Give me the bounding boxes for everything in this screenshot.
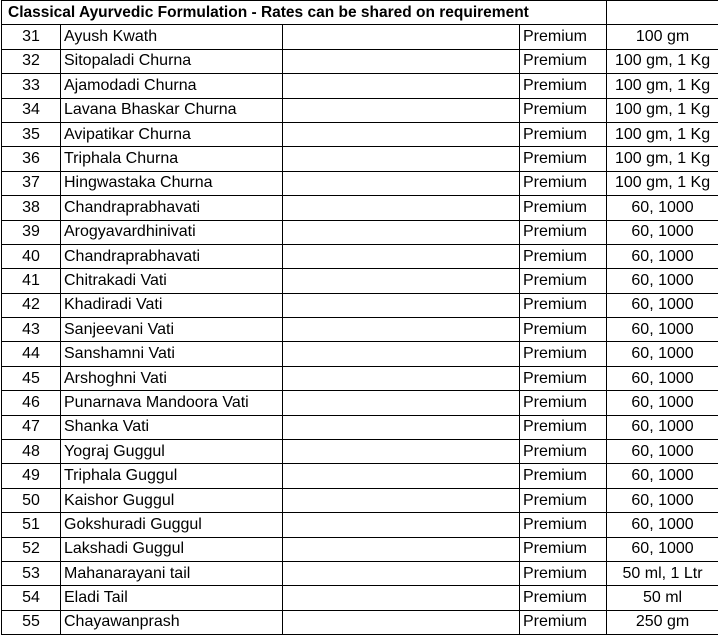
empty-cell[interactable] <box>283 366 520 390</box>
row-number-cell[interactable]: 33 <box>2 74 61 98</box>
table-row <box>2 366 718 390</box>
pack-size-cell[interactable]: 60, 1000 <box>607 293 718 317</box>
product-name-cell[interactable]: Chandraprabhavati <box>61 244 283 268</box>
row-number-cell[interactable]: 42 <box>2 293 61 317</box>
title-row-empty-cell[interactable] <box>607 1 718 25</box>
pack-size-cell[interactable]: 100 gm, 1 Kg <box>607 171 718 195</box>
product-name-cell[interactable]: Triphala Churna <box>61 147 283 171</box>
grade-cell[interactable]: Premium <box>520 318 607 342</box>
empty-cell[interactable] <box>283 488 520 512</box>
product-name-cell[interactable]: Shanka Vati <box>61 415 283 439</box>
row-number-cell[interactable]: 55 <box>2 610 61 634</box>
empty-cell[interactable] <box>283 513 520 537</box>
grade-cell[interactable]: Premium <box>520 98 607 122</box>
grade-cell[interactable]: Premium <box>520 244 607 268</box>
pack-size-cell[interactable]: 60, 1000 <box>607 269 718 293</box>
pack-size-cell[interactable]: 60, 1000 <box>607 244 718 268</box>
product-name-cell[interactable]: Punarnava Mandoora Vati <box>61 391 283 415</box>
table-row <box>2 49 718 73</box>
empty-cell[interactable] <box>283 561 520 585</box>
sheet-title[interactable]: Classical Ayurvedic Formulation - Rates can be shared on requirement <box>2 1 607 25</box>
pack-size-cell[interactable]: 100 gm, 1 Kg <box>607 74 718 98</box>
grade-cell[interactable]: Premium <box>520 122 607 146</box>
empty-cell[interactable] <box>283 244 520 268</box>
row-number-cell[interactable]: 46 <box>2 391 61 415</box>
grade-cell[interactable]: Premium <box>520 25 607 49</box>
row-number-cell[interactable]: 44 <box>2 342 61 366</box>
row-number-cell[interactable]: 39 <box>2 220 61 244</box>
row-number-cell[interactable]: 47 <box>2 415 61 439</box>
empty-cell[interactable] <box>283 610 520 634</box>
grade-cell[interactable]: Premium <box>520 293 607 317</box>
table-row <box>2 610 718 634</box>
pack-size-cell[interactable]: 100 gm, 1 Kg <box>607 122 718 146</box>
empty-cell[interactable] <box>283 464 520 488</box>
row-number-cell[interactable]: 48 <box>2 440 61 464</box>
table-row <box>2 464 718 488</box>
empty-cell[interactable] <box>283 171 520 195</box>
table-row <box>2 74 718 98</box>
empty-cell[interactable] <box>283 220 520 244</box>
grade-cell[interactable]: Premium <box>520 488 607 512</box>
product-name-cell[interactable]: Ayush Kwath <box>61 25 283 49</box>
product-name-cell[interactable]: Chayawanprash <box>61 610 283 634</box>
table-row <box>2 293 718 317</box>
title-row <box>2 1 718 25</box>
pack-size-cell[interactable]: 60, 1000 <box>607 391 718 415</box>
grade-cell[interactable]: Premium <box>520 440 607 464</box>
pack-size-cell[interactable]: 50 ml, 1 Ltr <box>607 561 718 585</box>
pack-size-cell[interactable]: 60, 1000 <box>607 464 718 488</box>
pack-size-cell[interactable]: 100 gm, 1 Kg <box>607 49 718 73</box>
pack-size-cell[interactable]: 250 gm <box>607 610 718 634</box>
table-row <box>2 488 718 512</box>
product-name-cell[interactable]: Hingwastaka Churna <box>61 171 283 195</box>
product-name-cell[interactable]: Sanjeevani Vati <box>61 318 283 342</box>
empty-cell[interactable] <box>283 440 520 464</box>
empty-cell[interactable] <box>283 293 520 317</box>
product-name-cell[interactable]: Lakshadi Guggul <box>61 537 283 561</box>
pack-size-cell[interactable]: 60, 1000 <box>607 537 718 561</box>
table-row <box>2 196 718 220</box>
empty-cell[interactable] <box>283 49 520 73</box>
pack-size-cell[interactable]: 60, 1000 <box>607 196 718 220</box>
product-name-cell[interactable]: Chitrakadi Vati <box>61 269 283 293</box>
grade-cell[interactable]: Premium <box>520 74 607 98</box>
row-number-cell[interactable]: 37 <box>2 171 61 195</box>
row-number-cell[interactable]: 35 <box>2 122 61 146</box>
table-row <box>2 391 718 415</box>
row-number-cell[interactable]: 31 <box>2 25 61 49</box>
row-number-cell[interactable]: 52 <box>2 537 61 561</box>
table-row <box>2 220 718 244</box>
row-number-cell[interactable]: 34 <box>2 98 61 122</box>
grade-cell[interactable]: Premium <box>520 415 607 439</box>
row-number-cell[interactable]: 36 <box>2 147 61 171</box>
grade-cell[interactable]: Premium <box>520 391 607 415</box>
empty-cell[interactable] <box>283 415 520 439</box>
product-name-cell[interactable]: Chandraprabhavati <box>61 196 283 220</box>
pack-size-cell[interactable]: 60, 1000 <box>607 513 718 537</box>
grade-cell[interactable]: Premium <box>520 147 607 171</box>
table-row <box>2 342 718 366</box>
empty-cell[interactable] <box>283 196 520 220</box>
empty-cell[interactable] <box>283 98 520 122</box>
table-row <box>2 269 718 293</box>
pack-size-cell[interactable]: 60, 1000 <box>607 366 718 390</box>
table-row <box>2 122 718 146</box>
row-number-cell[interactable]: 45 <box>2 366 61 390</box>
row-number-cell[interactable]: 53 <box>2 561 61 585</box>
row-number-cell[interactable]: 51 <box>2 513 61 537</box>
grade-cell[interactable]: Premium <box>520 366 607 390</box>
empty-cell[interactable] <box>283 318 520 342</box>
pack-size-cell[interactable]: 60, 1000 <box>607 342 718 366</box>
empty-cell[interactable] <box>283 342 520 366</box>
pack-size-cell[interactable]: 100 gm <box>607 25 718 49</box>
grade-cell[interactable]: Premium <box>520 196 607 220</box>
grade-cell[interactable]: Premium <box>520 464 607 488</box>
pack-size-cell[interactable]: 100 gm, 1 Kg <box>607 98 718 122</box>
product-name-cell[interactable]: Khadiradi Vati <box>61 293 283 317</box>
table-row <box>2 513 718 537</box>
row-number-cell[interactable]: 43 <box>2 318 61 342</box>
empty-cell[interactable] <box>283 269 520 293</box>
empty-cell[interactable] <box>283 537 520 561</box>
row-number-cell[interactable]: 50 <box>2 488 61 512</box>
pack-size-cell[interactable]: 60, 1000 <box>607 415 718 439</box>
grade-cell[interactable]: Premium <box>520 49 607 73</box>
pack-size-cell[interactable]: 60, 1000 <box>607 488 718 512</box>
table-row <box>2 25 718 49</box>
table-row <box>2 415 718 439</box>
empty-cell[interactable] <box>283 586 520 610</box>
grade-cell[interactable]: Premium <box>520 610 607 634</box>
row-number-cell[interactable]: 41 <box>2 269 61 293</box>
table-row <box>2 171 718 195</box>
pack-size-cell[interactable]: 100 gm, 1 Kg <box>607 147 718 171</box>
product-name-cell[interactable]: Sitopaladi Churna <box>61 49 283 73</box>
row-number-cell[interactable]: 38 <box>2 196 61 220</box>
grade-cell[interactable]: Premium <box>520 586 607 610</box>
row-number-cell[interactable]: 54 <box>2 586 61 610</box>
grade-cell[interactable]: Premium <box>520 513 607 537</box>
product-name-cell[interactable]: Triphala Guggul <box>61 464 283 488</box>
row-number-cell[interactable]: 32 <box>2 49 61 73</box>
table-row <box>2 244 718 268</box>
pack-size-cell[interactable]: 60, 1000 <box>607 318 718 342</box>
empty-cell[interactable] <box>283 147 520 171</box>
row-number-cell[interactable]: 40 <box>2 244 61 268</box>
table-row <box>2 147 718 171</box>
grade-cell[interactable]: Premium <box>520 537 607 561</box>
grade-cell[interactable]: Premium <box>520 171 607 195</box>
table-row <box>2 537 718 561</box>
table-row <box>2 318 718 342</box>
product-name-cell[interactable]: Sanshamni Vati <box>61 342 283 366</box>
empty-cell[interactable] <box>283 122 520 146</box>
empty-cell[interactable] <box>283 391 520 415</box>
product-name-cell[interactable]: Eladi Tail <box>61 586 283 610</box>
product-name-cell[interactable]: Lavana Bhaskar Churna <box>61 98 283 122</box>
formulation-table <box>1 0 718 635</box>
product-name-cell[interactable]: Arshoghni Vati <box>61 366 283 390</box>
grade-cell[interactable]: Premium <box>520 220 607 244</box>
product-name-cell[interactable]: Avipatikar Churna <box>61 122 283 146</box>
table-row <box>2 561 718 585</box>
product-name-cell[interactable]: Ajamodadi Churna <box>61 74 283 98</box>
grade-cell[interactable]: Premium <box>520 561 607 585</box>
pack-size-cell[interactable]: 60, 1000 <box>607 440 718 464</box>
empty-cell[interactable] <box>283 74 520 98</box>
product-name-cell[interactable]: Yograj Guggul <box>61 440 283 464</box>
product-name-cell[interactable]: Arogyavardhinivati <box>61 220 283 244</box>
row-number-cell[interactable]: 49 <box>2 464 61 488</box>
product-name-cell[interactable]: Kaishor Guggul <box>61 488 283 512</box>
pack-size-cell[interactable]: 60, 1000 <box>607 220 718 244</box>
grade-cell[interactable]: Premium <box>520 342 607 366</box>
table-row <box>2 440 718 464</box>
pack-size-cell[interactable]: 50 ml <box>607 586 718 610</box>
table-row <box>2 98 718 122</box>
empty-cell[interactable] <box>283 25 520 49</box>
product-name-cell[interactable]: Mahanarayani tail <box>61 561 283 585</box>
product-name-cell[interactable]: Gokshuradi Guggul <box>61 513 283 537</box>
table-row <box>2 586 718 610</box>
grade-cell[interactable]: Premium <box>520 269 607 293</box>
